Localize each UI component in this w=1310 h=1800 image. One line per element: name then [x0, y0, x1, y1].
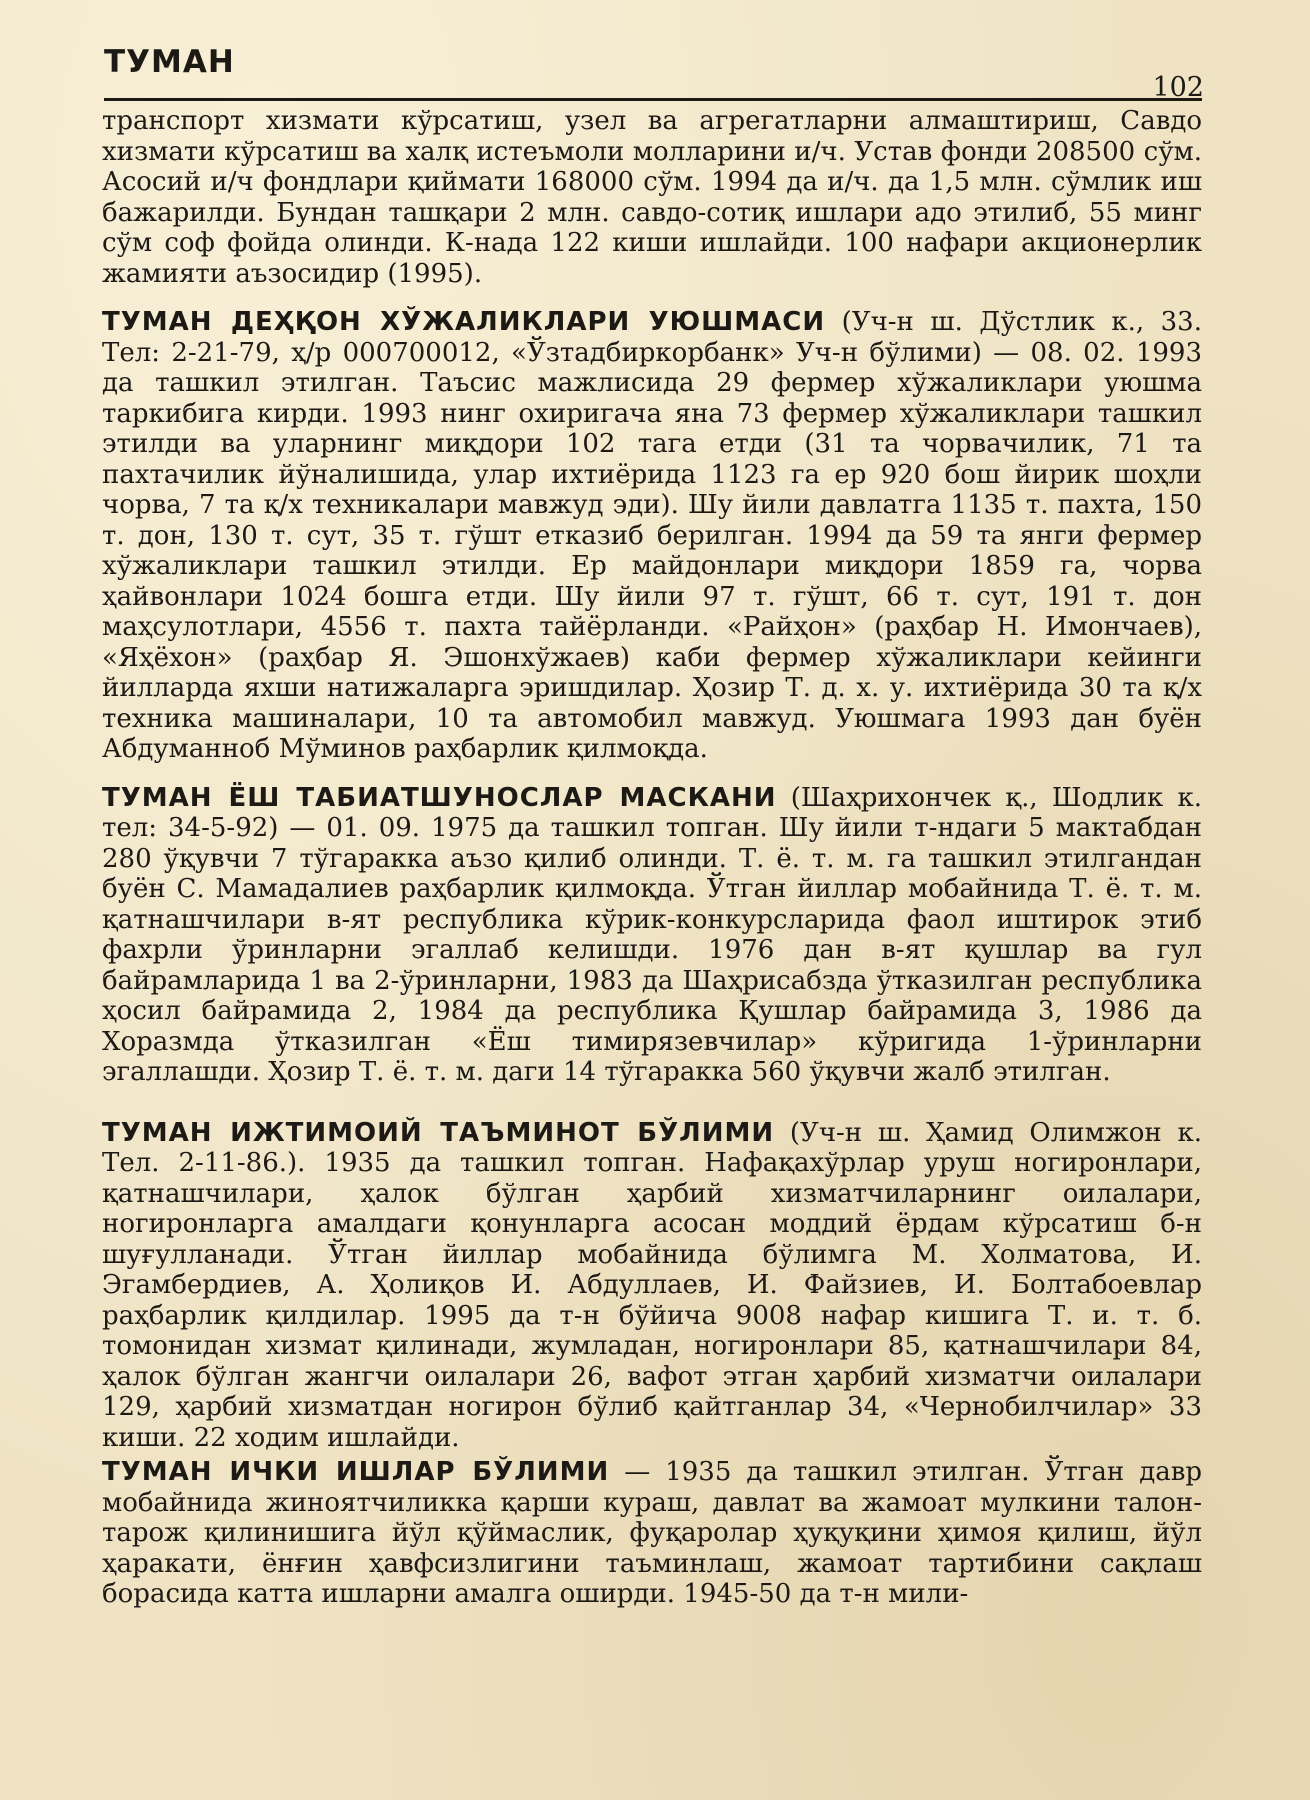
- entry-text: транспорт хизмати кўрсатиш, узел ва агрегатларни алмаштириш, Савдо хизмати кўрсатиш ва халқ истеъмоли молларини и/ч. Устав фонди 208500 сўм. Асосий и/ч фондлари қиймати 168000 сўм. 1994 да и/ч. да 1,5 млн. сўмлик иш бажарилди. Бундан ташқари 2 млн. савдо-сотиқ ишлари адо этилиб, 55 минг сўм соф фойда олинди. К-нада 122 киши ишлайди. 100 нафари акционерлик жамияти аъзосидир (1995).: [102, 106, 1202, 289]
- entry-continuation: [102, 106, 1202, 289]
- entry-text: (Уч-н ш. Дўстлик к., 33. Тел: 2-21-79, ҳ/р 000700012, «Ўзтадбиркорбанк» Уч-н бўлими) — 08. 02. 1993 да ташкил этилган. Таъсис мажлисида 29 фермер хўжаликлари уюшма таркибига кирди. 1993 нинг охиригача яна 73 фермер хўжаликлари ташкил этилди ва уларнинг миқдори 102 тага етди (31 та чорвачилик, 71 та пахтачилик йўналишида, улар ихтиёрида 1123 га ер 920 бош йирик шоҳли чорва, 7 та қ/х техникалари мавжуд эди). Шу йили давлатга 1135 т. пахта, 150 т. дон, 130 т. сут, 35 т. гўшт етказиб берилган. 1994 да 59 та янги фермер хўжаликлари ташкил этилди. Ер майдонлари миқдори 1859 га, чорва ҳайвонлари 1024 бошга етди. Шу йили 97 т. гўшт, 66 т. сут, 191 т. дон маҳсулотлари, 4556 т. пахта тайёрланди. «Райҳон» (раҳбар Н. Имончаев), «Яҳёхон» (раҳбар Я. Эшонхўжаев) каби фермер хўжаликлари кейинги йилларда яхши натижаларга эришдилар. Ҳозир Т. д. х. у. ихтиёрида 30 та қ/х техника машиналари, 10 та автомобил мавжуд. Уюшмага 1993 дан буён Абдуманноб Мўминов раҳбарлик қилмоқда.: [102, 307, 1202, 764]
- page-body: [102, 106, 1202, 1610]
- entry-headword: ТУМАН ЁШ ТАБИАТШУНОСЛАР МАСКАНИ: [102, 782, 777, 813]
- entry-headword: ТУМАН ИЧКИ ИШЛАР БЎЛИМИ: [102, 1457, 610, 1487]
- entry-headword: ТУМАН ДЕҲҚОН ХЎЖАЛИКЛАРИ УЮШМАСИ: [102, 307, 826, 337]
- entry-young-naturalists: [102, 783, 1202, 1088]
- header-rule: [104, 98, 1202, 101]
- entry-internal-affairs: [102, 1457, 1202, 1610]
- entry-text: — 1935 да ташкил этилган. Ўтган давр мобайнида жиноятчиликка қарши кураш, давлат ва жамоат мулкини талон-тарож қилинишига йўл қўймаслик, фуқаролар ҳуқуқини ҳимоя қилиш, йўл ҳаракати, ёнғин ҳавфсизлигини таъминлаш, жамоат тартибини сақлаш борасида катта ишларни амалга оширди. 1945-50 да т-н мили-: [102, 1457, 1202, 1609]
- entry-text: (Шаҳрихончек қ., Шодлик к. тел: 34-5-92) — 01. 09. 1975 да ташкил топган. Шу йили т-ндаги 5 мактабдан 280 ўқувчи 7 тўгаракка аъзо қилиб олинди. Т. ё. т. м. га ташкил этилгандан буён С. Мамадалиев раҳбарлик қилмоқда. Ўтган йиллар мобайнида Т. ё. т. м. қатнашчилари в-ят республика кўрик-конкурсларида фаол иштирок этиб фахрли ўринларни эгаллаб келишди. 1976 дан в-ят қушлар ва гул байрамларида 1 ва 2-ўринларни, 1983 да Шаҳрисабзда ўтказилган республика ҳосил байрамида 2, 1984 да республика Қушлар байрамида 3, 1986 да Хоразмда ўтказилган «Ёш тимирязевчилар» кўригида 1-ўринларни эгаллашди. Ҳозир Т. ё. т. м. даги 14 тўгаракка 560 ўқувчи жалб этилган.: [102, 782, 1202, 1087]
- entry-farmers-association: [102, 307, 1202, 765]
- page-number: 102: [1152, 72, 1204, 103]
- running-head: ТУМАН: [104, 44, 235, 80]
- entry-text: (Уч-н ш. Ҳамид Олимжон к. Тел. 2-11-86.). 1935 да ташкил топган. Нафақахўрлар уруш ногиронлари, қатнашчилари, ҳалок бўлган ҳарбий хизматчиларнинг оилалари, ногиронларга амалдаги қонунларга асосан моддий ёрдам кўрсатиш б-н шуғулланади. Ўтган йиллар мобайнида бўлимга М. Холматова, И. Эгамбердиев, А. Ҳолиқов И. Абдуллаев, И. Файзиев, И. Болтабоевлар раҳбарлик қилдилар. 1995 да т-н бўйича 9008 нафар кишига Т. и. т. б. томонидан хизмат қилинади, жумладан, ногиронлари 85, қатнашчилари 84, ҳалок бўлган жангчи оилалари 26, вафот этган ҳарбий хизматчи оилалари 129, ҳарбий хизматдан ногирон бўлиб қайтганлар 34, «Чернобилчилар» 33 киши. 22 ходим ишлайди.: [102, 1117, 1202, 1453]
- entry-social-security: [102, 1118, 1202, 1454]
- entry-headword: ТУМАН ИЖТИМОИЙ ТАЪМИНОТ БЎЛИМИ: [102, 1117, 775, 1148]
